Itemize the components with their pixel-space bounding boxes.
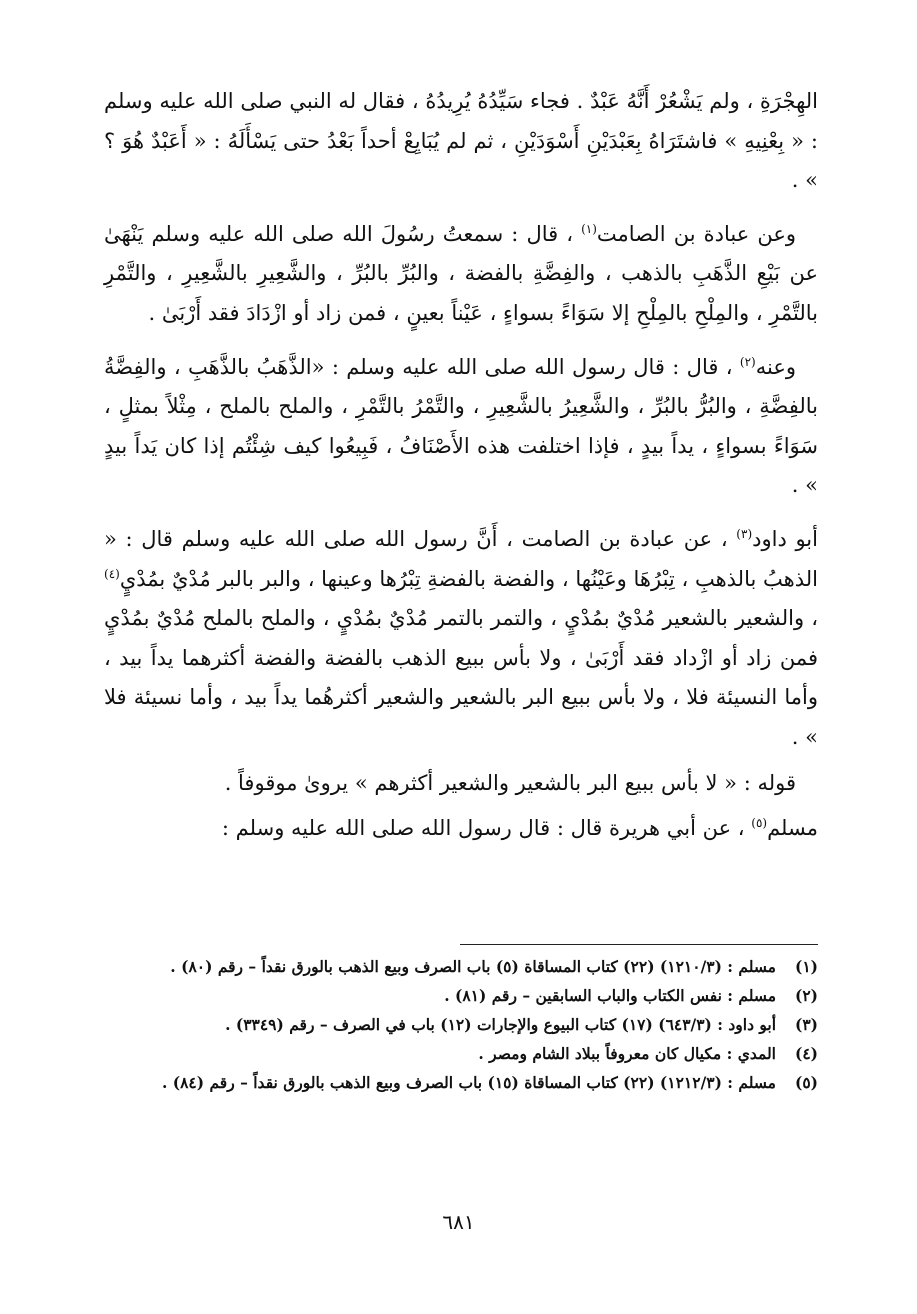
paragraph-text: وعن عبادة بن الصامت: [596, 221, 796, 246]
footnotes: [104, 955, 818, 1100]
paragraph-text: مسلم: [767, 816, 818, 841]
footnote-ref[interactable]: (٤): [104, 566, 120, 581]
footnote-text: مسلم : (١٢١٢/٣) (٢٢) كتاب المساقاة (١٥) باب الصرف وبيع الذهب بالورق نقداً – رقم (٨٤) .: [161, 1073, 776, 1092]
paragraph: [104, 215, 818, 334]
footnote: [104, 1071, 818, 1095]
footnote-text: مسلم : (١٢١٠/٣) (٢٢) كتاب المساقاة (٥) باب الصرف وبيع الذهب بالورق نقداً – رقم (٨٠) .: [170, 957, 776, 976]
footnote-ref[interactable]: (٢): [739, 354, 756, 369]
paragraph-text: وعنه: [755, 354, 796, 379]
paragraph-text: ، عن عبادة بن الصامت ، أَنَّ رسول الله صلى الله عليه وسلم قال : « الذهبُ بالذهبِ ، تِبْرُهَا وعَيْنُها ، والفضة بالفضةِ تِبْرُها وعينها ، والبر بالبر مُدْيٌ بمُدْيٍ: [104, 526, 818, 591]
footnote-text: مسلم : نفس الكتاب والباب السابقين – رقم (٨١) .: [444, 986, 776, 1005]
paragraph-text: الهِجْرَةِ ، ولم يَشْعُرْ أَنَّهُ عَبْدٌ . فجاء سَيِّدُهُ يُرِيدُهُ ، فقال له النبي صلى الله عليه وسلم : « بِعْنِيهِ » فاشتَرَاهُ بِعَبْدَيْنِ أَسْوَدَيْنِ ، ثم لم يُبَايِعْ أحداً بَعْدُ حتى يَسْأَلَهُ : « أَعَبْدٌ هُوَ ؟ » .: [104, 89, 818, 193]
footnote-number: (٢): [794, 986, 818, 1005]
paragraph-text: ، عن أبي هريرة قال : قال رسول الله صلى الله عليه وسلم :: [221, 816, 752, 841]
footnote: [104, 955, 818, 979]
footnote: [104, 984, 818, 1008]
footnote-number: (١): [794, 957, 818, 976]
paragraph: [104, 520, 818, 758]
footnote-number: (٥): [794, 1073, 818, 1092]
main-text: [104, 82, 818, 855]
footnote-ref[interactable]: (٣): [736, 526, 753, 541]
paragraph-text: قوله : « لا بأس ببيع البر بالشعير والشعير أكثرهم » يروىٰ موقوفاً .: [224, 770, 796, 795]
paragraph: [104, 764, 818, 804]
page-number: ٦٨١: [442, 1210, 475, 1234]
footnote: [104, 1013, 818, 1037]
footnote-text: المدي : مكيال كان معروفاً ببلاد الشام ومصر .: [478, 1044, 776, 1063]
paragraph: [104, 809, 818, 849]
footnote-number: (٣): [794, 1015, 818, 1034]
paragraph-text: ، قال : سمعتُ رسُولَ الله صلى الله عليه وسلم يَنْهَىٰ عن بَيْعِ الذَّهَبِ بالذهب ، والفِضَّةِ بالفضة ، والبُرِّ بالبُرِّ ، والشَّعِيرِ بالشَّعِيرِ ، والتَّمْرِ بالتَّمْرِ ، والمِلْحِ بالمِلْحِ إلا سَوَاءً بسواءٍ ، عَيْناً بعينٍ ، فمن زاد أو ازْدَادَ فقد أَرْبَىٰ .: [104, 221, 818, 325]
footnote-ref[interactable]: (٥): [751, 816, 768, 831]
paragraph-text: أبو داود: [752, 526, 818, 551]
paragraph-text: ، والشعير بالشعير مُدْيٌ بمُدْيٍ ، والتمر بالتمر مُدْيٌ بمُدْيٍ ، والملح بالملح مُدْيٌ بمُدْيٍ فمن زاد أو ازْداد فقد أَرْبَىٰ ، ولا بأس ببيع الذهب بالفضة والفضة أكثرهما يداً بيد ، وأما النسيئة فلا ، ولا بأس ببيع البر بالشعير والشعير أكثرهُما يداً بيد ، وأما نسيئة فلا » .: [104, 606, 818, 749]
paragraph: [104, 82, 818, 201]
footnote-text: أبو داود : (٦٤٣/٣) (١٧) كتاب البيوع والإجارات (١٢) باب في الصرف – رقم (٣٣٤٩) .: [225, 1015, 776, 1034]
footnote-number: (٤): [794, 1044, 818, 1063]
footnote-ref[interactable]: (١): [581, 221, 597, 236]
paragraph-text: ، قال : قال رسول الله صلى الله عليه وسلم : «الذَّهَبُ بالذَّهَبِ ، والفِضَّةُ بالفِضَّةِ ، والبُرُّ بالبُرِّ ، والشَّعِيرُ بالشَّعِيرِ ، والتَّمْرُ بالتَّمْرِ ، والملح بالملح ، مِثْلاً بمثلٍ ، سَوَاءً بسواءٍ ، يداً بيدٍ ، فإذا اختلفت هذه الأَصْنَافُ ، فَبِيعُوا كيف شِئْتُم إذا كان يَداً بيدٍ » .: [104, 354, 818, 498]
footnote: [104, 1042, 818, 1066]
footnote-divider: [460, 944, 818, 945]
paragraph: [104, 348, 818, 506]
